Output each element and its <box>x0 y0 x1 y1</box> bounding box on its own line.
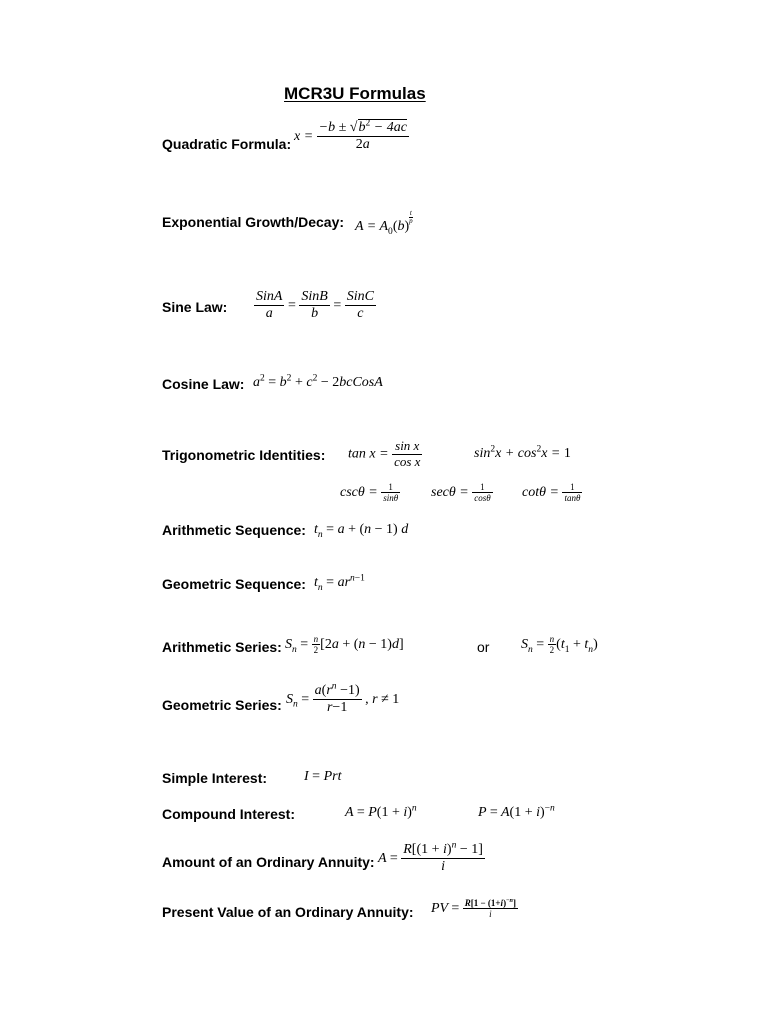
ordinary-annuity-label: Amount of an Ordinary Annuity: <box>162 854 375 870</box>
quadratic-formula-label: Quadratic Formula: <box>162 136 292 152</box>
geometric-sequence-label: Geometric Sequence: <box>162 576 306 592</box>
present-value-annuity-formula: PV = $\frac{R[1 - (1+i)^{-n}]}{i}$ <box>431 898 516 920</box>
sine-law-formula: $\frac{\text{SinA}}{a}$ = $\frac{\text{SinB}}{b}$ = $\frac{\text{SinC}}{c}$ <box>256 289 374 322</box>
exponential-label: Exponential Growth/Decay: <box>162 214 345 230</box>
geometric-series-label: Geometric Series: <box>162 697 282 713</box>
exponential-formula: $A = A_0(b)$ $\frac{t}{p}$ <box>355 209 413 237</box>
tan-identity: tan x = $\frac{\text{sin x}}{\text{cos x}}$ <box>348 438 421 469</box>
page-title: MCR3U Formulas <box>284 84 426 103</box>
or-text: or <box>477 639 490 655</box>
simple-interest-formula: I = Prt <box>304 769 342 784</box>
arithmetic-series-formula: $S_n$ = $\frac{n}{2}$ [2a + (n − 1)d] <box>285 634 404 656</box>
quadratic-formula: x = $\frac{-b \pm √b^2 - 4ac}{2a}$ <box>294 118 407 153</box>
cosine-law-formula: $a^2 = b^2 + c^2$ − 2bcCosA <box>253 373 383 390</box>
arithmetic-series-alt-formula: $S_n$ = $\frac{n}{2}$ $(t_1 + t_n)$ <box>521 634 598 656</box>
arithmetic-sequence-label: Arithmetic Sequence: <box>162 522 306 538</box>
cot-identity: cotθ = $\frac{1}{\tan\theta}$ <box>522 482 581 504</box>
compound-interest-pv-formula: $P = A(1 + i)^{-n}$ <box>478 803 555 820</box>
arithmetic-sequence-formula: $t_n = a + (n - 1)$ d <box>314 522 409 540</box>
simple-interest-label: Simple Interest: <box>162 770 268 786</box>
sec-identity: secθ = $\frac{1}{\cos\theta}$ <box>431 482 491 504</box>
geometric-series-formula: $S_n$ = $\frac{a(r^n -1)}{r-1}$ , r ≠ 1 <box>286 681 400 716</box>
cosine-law-label: Cosine Law: <box>162 376 245 392</box>
present-value-annuity-label: Present Value of an Ordinary Annuity: <box>162 904 414 920</box>
compound-interest-label: Compound Interest: <box>162 806 295 822</box>
csc-identity: cscθ = $\frac{1}{\sin\theta}$ <box>340 482 399 504</box>
arithmetic-series-label: Arithmetic Series: <box>162 639 282 655</box>
sine-law-label: Sine Law: <box>162 299 228 315</box>
trig-identities-label: Trigonometric Identities: <box>162 447 326 463</box>
ordinary-annuity-formula: A = $\frac{R[(1 + i)^n - 1]}{i}$ <box>378 840 483 875</box>
compound-interest-formula: $A = P(1 + i)^n$ <box>345 803 417 820</box>
geometric-sequence-formula: $t_n = ar^{n-1}$ <box>314 573 365 593</box>
pythagorean-identity: $\sin^2x + \cos^2x = 1$ <box>474 444 571 461</box>
